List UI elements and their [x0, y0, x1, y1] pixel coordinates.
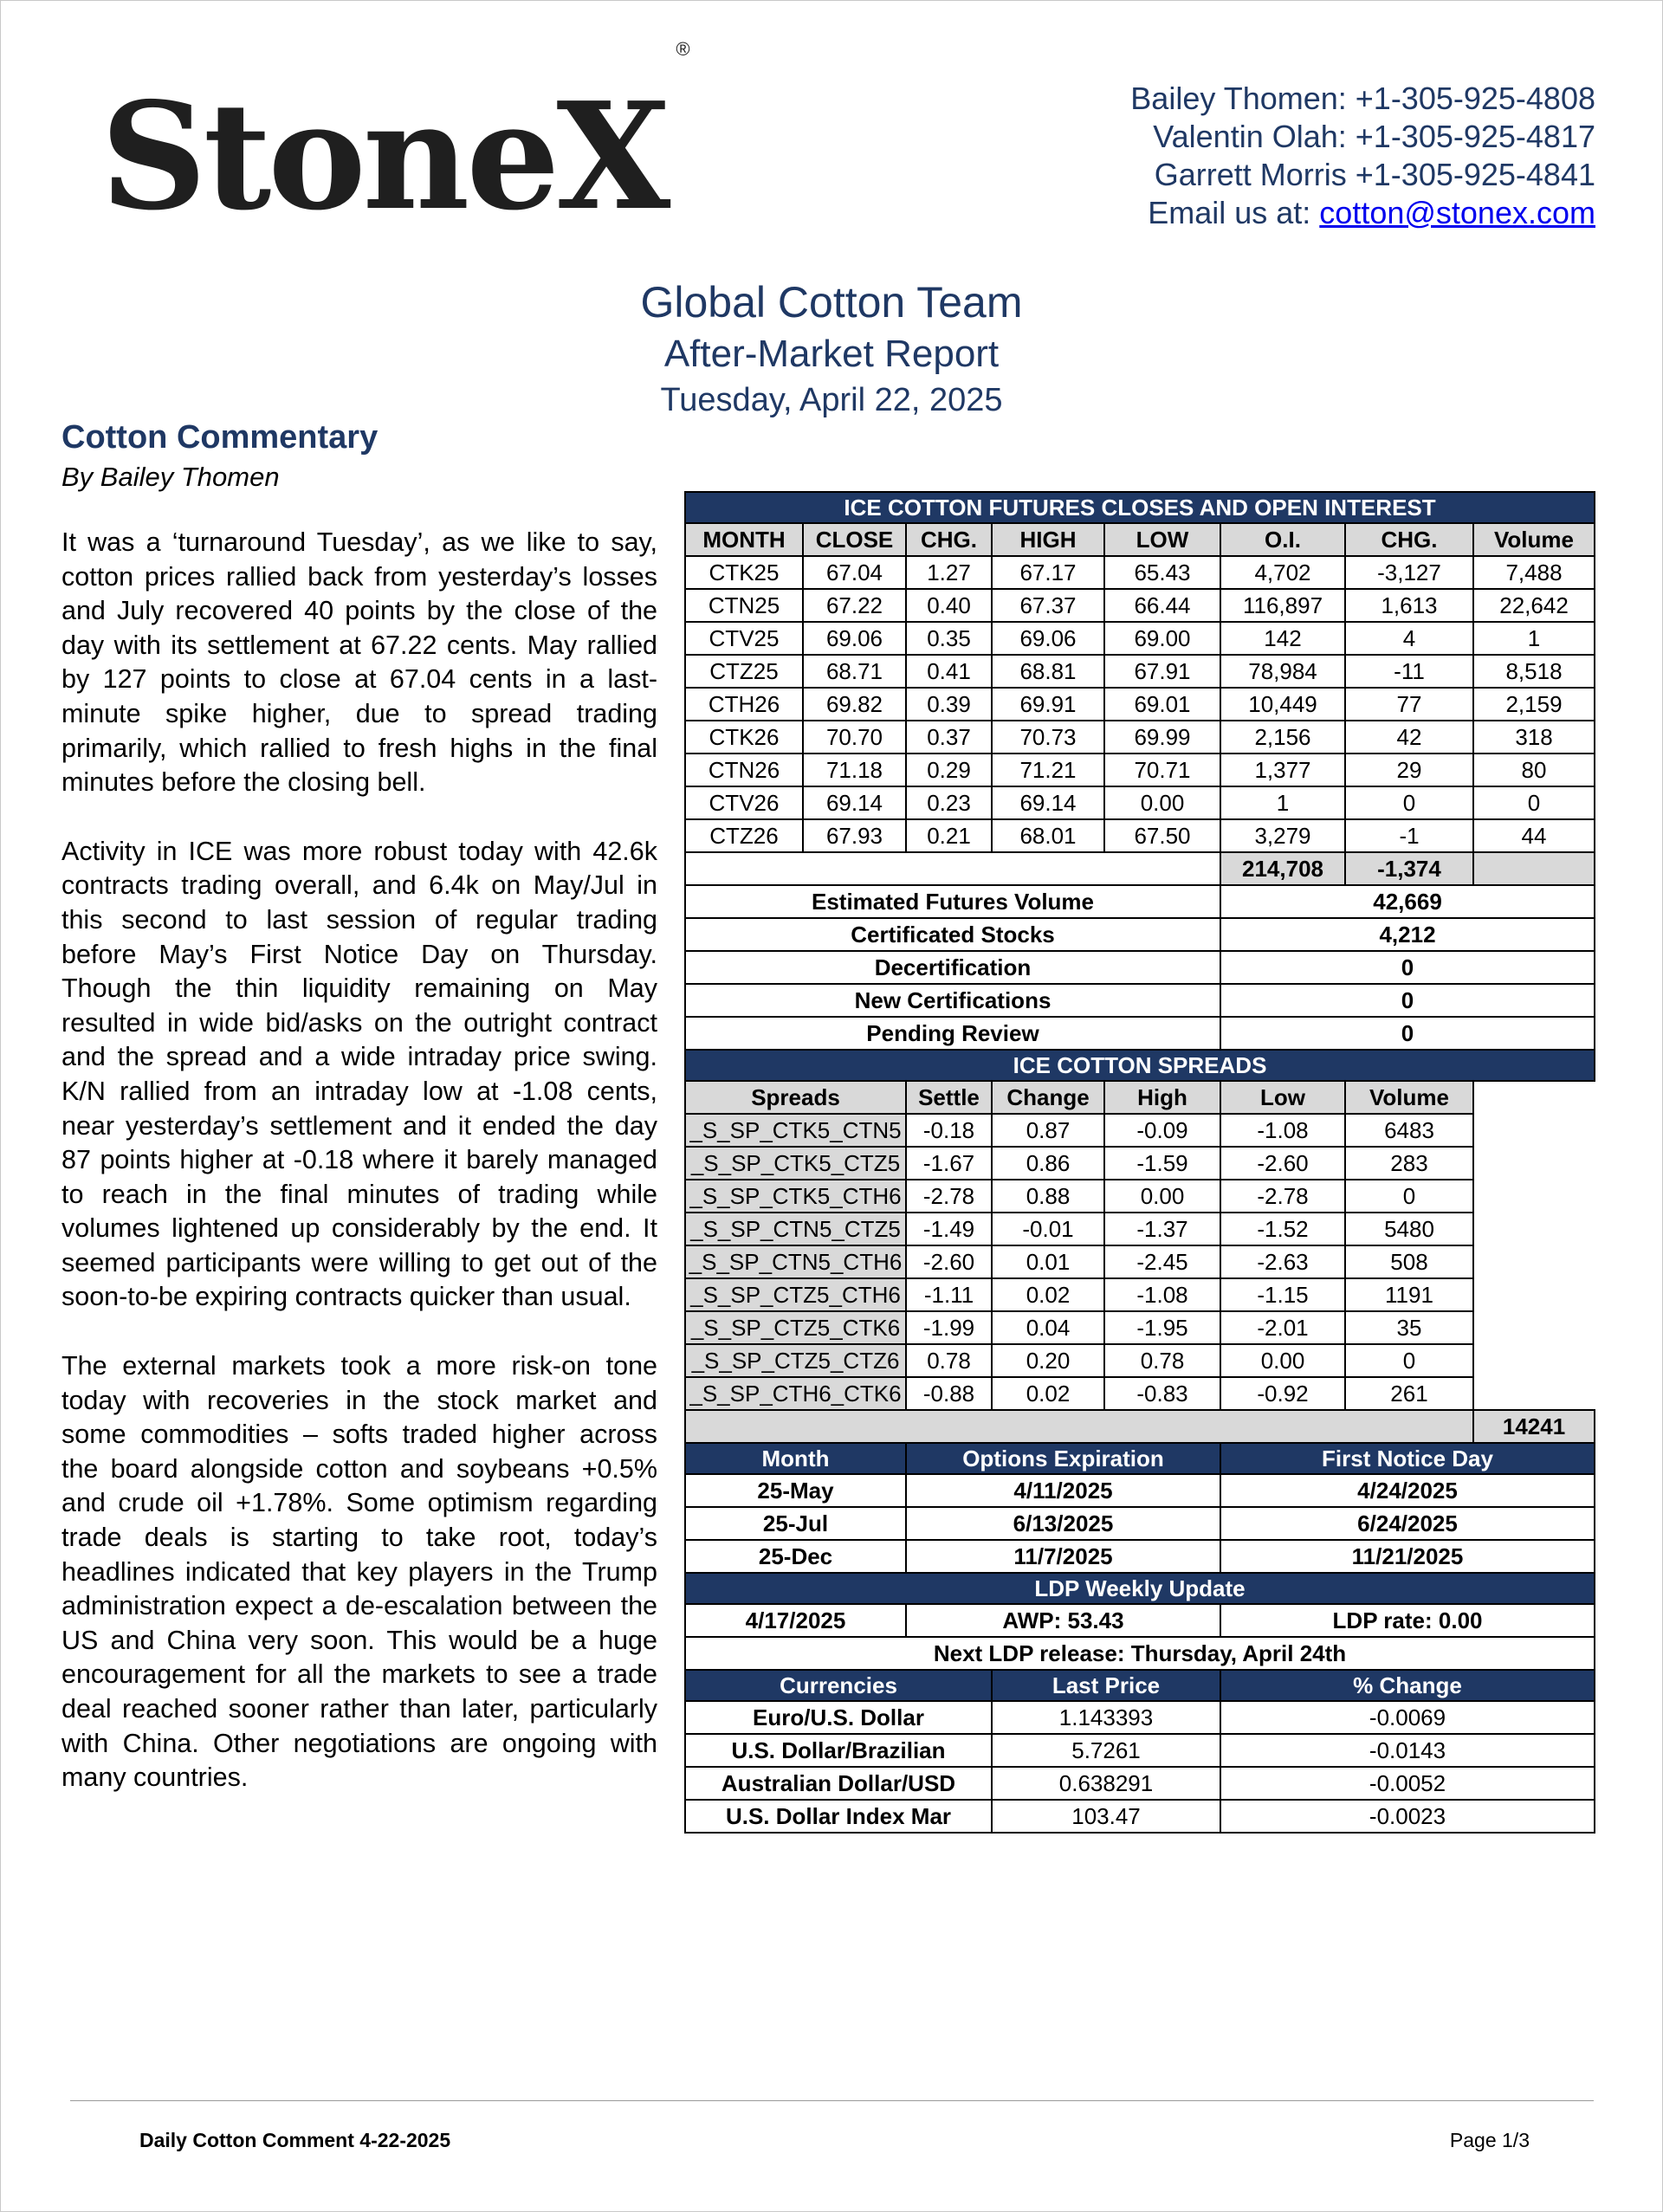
column-header: Change — [992, 1081, 1104, 1114]
contract-month: CTV26 — [685, 786, 803, 819]
spread-cell: -2.78 — [1220, 1180, 1345, 1213]
futures-cell: 0.23 — [906, 786, 992, 819]
futures-row — [685, 688, 1595, 721]
spread-cell: 0.88 — [992, 1180, 1104, 1213]
spread-cell: -1.67 — [906, 1147, 992, 1180]
currency-name: U.S. Dollar/Brazilian — [685, 1734, 992, 1767]
currency-row — [685, 1701, 1595, 1734]
spread-cell: 0.86 — [992, 1147, 1104, 1180]
expiration-cell: 4/24/2025 — [1220, 1474, 1595, 1507]
ldp-rate: LDP rate: 0.00 — [1220, 1604, 1595, 1637]
futures-cell: 68.01 — [992, 819, 1104, 852]
email-line: Email us at: cotton@stonex.com — [1148, 195, 1595, 230]
spread-cell: 5480 — [1345, 1213, 1473, 1245]
currencies-header-row — [685, 1670, 1595, 1701]
spread-name: _S_SP_CTZ5_CTZ6 — [685, 1344, 906, 1377]
futures-cell: 65.43 — [1104, 556, 1220, 589]
paragraph: Activity in ICE was more robust today with 42.6k contracts trading overall, and 6.4k on May/Jul in this second to last session of regular trading before May’s First Notice Day on Thursday. Though the thin liquidity remaining on May resulted in wide bid/asks on the outright contract and the spread and a wide intraday price swing. K/N rallied from an intraday low at -1.08 cents, near yesterday’s settlement and it ended the day 87 points higher at -0.18 where it barely managed to reach in the final minutes of trading while volumes lightened up considerably by the end. It seemed participants were willing to get out of the soon-to-be expiring contracts quicker than usual. — [61, 836, 657, 1312]
column-header: Settle — [906, 1081, 992, 1114]
currency-cell: -0.0023 — [1220, 1800, 1595, 1833]
futures-cell: 69.06 — [803, 622, 906, 655]
spread-cell: 0 — [1345, 1344, 1473, 1377]
contact-line: Garrett Morris +1-305-925-4841 — [1154, 157, 1595, 192]
spread-row — [685, 1147, 1595, 1180]
column-header: First Notice Day — [1220, 1443, 1595, 1474]
spread-cell: -0.18 — [906, 1114, 992, 1147]
column-header: Volume — [1473, 523, 1595, 556]
expiration-cell: 6/13/2025 — [906, 1507, 1220, 1540]
spread-name: _S_SP_CTH6_CTK6 — [685, 1377, 906, 1410]
spread-cell: 0.02 — [992, 1377, 1104, 1410]
column-header: O.I. — [1220, 523, 1345, 556]
futures-cell: 70.71 — [1104, 754, 1220, 786]
currency-cell: 0.638291 — [992, 1767, 1220, 1800]
report-date: Tuesday, April 22, 2025 — [660, 382, 1003, 418]
futures-cell: 69.99 — [1104, 721, 1220, 754]
stat-value: 0 — [1220, 951, 1595, 984]
column-header: % Change — [1220, 1670, 1595, 1701]
spread-cell: -1.08 — [1104, 1278, 1220, 1311]
column-header: Low — [1220, 1081, 1345, 1114]
spread-cell: -1.11 — [906, 1278, 992, 1311]
paragraph: It was a ‘turnaround Tuesday’, as we like to say, cotton prices rallied back from yesterday’s losses and July recovered 40 points by the close of the day with its settlement at 67.22 cents. May rallied by 127 points to close at 67.04 cents in a last-minute spike higher, due to spread trading primarily, which rallied to fresh highs in the final minutes before the closing bell. — [61, 527, 657, 798]
futures-cell: 3,279 — [1220, 819, 1345, 852]
futures-cell: -1 — [1345, 819, 1473, 852]
futures-cell: 67.50 — [1104, 819, 1220, 852]
expiration-cell: 11/7/2025 — [906, 1540, 1220, 1573]
spread-cell: -1.99 — [906, 1311, 992, 1344]
futures-cell: 70.70 — [803, 721, 906, 754]
futures-cell: 116,897 — [1220, 589, 1345, 622]
team-title: Global Cotton Team — [640, 278, 1023, 327]
spread-cell: -1.95 — [1104, 1311, 1220, 1344]
report-header — [0, 275, 1663, 421]
contract-month: CTZ26 — [685, 819, 803, 852]
currency-row — [685, 1800, 1595, 1833]
column-header: HIGH — [992, 523, 1104, 556]
expiration-row — [685, 1474, 1595, 1507]
ldp-date: 4/17/2025 — [685, 1604, 906, 1637]
contact-block — [1130, 80, 1595, 232]
stat-value: 42,669 — [1220, 885, 1595, 918]
paragraph: The external markets took a more risk-on tone today with recoveries in the stock market and some commodities – softs traded higher across the board alongside cotton and soybeans +0.5% and crude oil +1.78%. Some optimism regarding trade deals is starting to take root, today’s headlines indicated that key players in the Trump administration expect a de-escalation between the US and China very soon. This would be a huge encouragement for all the markets to see a trade deal reached sooner rather than later, particularly with China. Other negotiations are ongoing with many countries. — [61, 1351, 657, 1793]
futures-cell: -3,127 — [1345, 556, 1473, 589]
futures-cell: 0.40 — [906, 589, 992, 622]
spread-name: _S_SP_CTK5_CTZ5 — [685, 1147, 906, 1180]
spread-cell: -0.01 — [992, 1213, 1104, 1245]
column-header: Currencies — [685, 1670, 992, 1701]
stat-label: Decertification — [685, 951, 1220, 984]
futures-cell: 69.14 — [803, 786, 906, 819]
futures-cell: 68.71 — [803, 655, 906, 688]
futures-cell: 69.82 — [803, 688, 906, 721]
commentary-title: Cotton Commentary — [61, 419, 379, 456]
futures-cell: 318 — [1473, 721, 1595, 754]
column-header: LOW — [1104, 523, 1220, 556]
futures-cell: 69.91 — [992, 688, 1104, 721]
futures-total-row — [685, 852, 1595, 885]
spread-name: _S_SP_CTZ5_CTK6 — [685, 1311, 906, 1344]
futures-row — [685, 819, 1595, 852]
ldp-awp: AWP: 53.43 — [906, 1604, 1220, 1637]
futures-cell: 67.04 — [803, 556, 906, 589]
futures-cell: 0.35 — [906, 622, 992, 655]
spread-cell: -2.78 — [906, 1180, 992, 1213]
report-title: After-Market Report — [663, 333, 1000, 375]
stat-value: 4,212 — [1220, 918, 1595, 951]
futures-cell: 1.27 — [906, 556, 992, 589]
stat-row — [685, 951, 1595, 984]
currency-name: Australian Dollar/USD — [685, 1767, 992, 1800]
spread-cell: -2.45 — [1104, 1245, 1220, 1278]
futures-cell: 8,518 — [1473, 655, 1595, 688]
spreads-total-volume: 14241 — [1473, 1410, 1595, 1443]
futures-cell: 22,642 — [1473, 589, 1595, 622]
contract-month: CTN25 — [685, 589, 803, 622]
total-oi: 214,708 — [1220, 852, 1345, 885]
futures-cell: 80 — [1473, 754, 1595, 786]
futures-row — [685, 622, 1595, 655]
futures-cell: 10,449 — [1220, 688, 1345, 721]
spread-cell: -1.37 — [1104, 1213, 1220, 1245]
futures-row — [685, 655, 1595, 688]
currency-name: U.S. Dollar Index Mar — [685, 1800, 992, 1833]
contract-month: CTH26 — [685, 688, 803, 721]
futures-cell: 142 — [1220, 622, 1345, 655]
footer-title: Daily Cotton Comment 4-22-2025 — [139, 2129, 451, 2151]
futures-cell: 66.44 — [1104, 589, 1220, 622]
spread-cell: -1.49 — [906, 1213, 992, 1245]
futures-cell: 78,984 — [1220, 655, 1345, 688]
futures-cell: 1 — [1473, 622, 1595, 655]
spread-cell: 0.78 — [906, 1344, 992, 1377]
currency-row — [685, 1734, 1595, 1767]
expiration-cell: 11/21/2025 — [1220, 1540, 1595, 1573]
spread-cell: -1.59 — [1104, 1147, 1220, 1180]
column-header: CHG. — [906, 523, 992, 556]
ldp-next-release: Next LDP release: Thursday, April 24th — [685, 1637, 1595, 1670]
column-header: Options Expiration — [906, 1443, 1220, 1474]
contact-line: Valentin Olah: +1-305-925-4817 — [1153, 119, 1595, 154]
futures-cell: 77 — [1345, 688, 1473, 721]
spread-cell: 1191 — [1345, 1278, 1473, 1311]
spread-name: _S_SP_CTK5_CTH6 — [685, 1180, 906, 1213]
futures-row — [685, 589, 1595, 622]
contract-month: CTN26 — [685, 754, 803, 786]
footer-divider — [70, 2100, 1594, 2101]
currency-cell: -0.0052 — [1220, 1767, 1595, 1800]
spread-row — [685, 1245, 1595, 1278]
expirations-header-row — [685, 1443, 1595, 1474]
spread-cell: 0.87 — [992, 1114, 1104, 1147]
expiration-cell: 6/24/2025 — [1220, 1507, 1595, 1540]
spread-cell: -1.08 — [1220, 1114, 1345, 1147]
contract-month: CTV25 — [685, 622, 803, 655]
expiration-cell: 25-Jul — [685, 1507, 906, 1540]
futures-cell: 1 — [1220, 786, 1345, 819]
futures-cell: 42 — [1345, 721, 1473, 754]
futures-cell: 0.37 — [906, 721, 992, 754]
futures-cell: 1,377 — [1220, 754, 1345, 786]
column-header: CLOSE — [803, 523, 906, 556]
futures-cell: 7,488 — [1473, 556, 1595, 589]
byline: By Bailey Thomen — [61, 462, 280, 492]
futures-cell: 0.00 — [1104, 786, 1220, 819]
contract-month: CTZ25 — [685, 655, 803, 688]
contract-month: CTK26 — [685, 721, 803, 754]
column-header: Spreads — [685, 1081, 906, 1114]
futures-cell: 67.17 — [992, 556, 1104, 589]
currency-cell: -0.0069 — [1220, 1701, 1595, 1734]
futures-cell: 2,156 — [1220, 721, 1345, 754]
futures-cell: 0.29 — [906, 754, 992, 786]
spread-cell: -0.83 — [1104, 1377, 1220, 1410]
expiration-row — [685, 1540, 1595, 1573]
futures-cell: 0.21 — [906, 819, 992, 852]
spread-row — [685, 1377, 1595, 1410]
spread-row — [685, 1114, 1595, 1147]
futures-cell: 0 — [1345, 786, 1473, 819]
futures-cell: 69.01 — [1104, 688, 1220, 721]
futures-cell: 1,613 — [1345, 589, 1473, 622]
spread-cell: 261 — [1345, 1377, 1473, 1410]
futures-row — [685, 721, 1595, 754]
column-header: Last Price — [992, 1670, 1220, 1701]
column-header: Volume — [1345, 1081, 1473, 1114]
spread-cell: 6483 — [1345, 1114, 1473, 1147]
spread-row — [685, 1213, 1595, 1245]
stat-row — [685, 918, 1595, 951]
stat-row — [685, 1017, 1595, 1050]
column-header: CHG. — [1345, 523, 1473, 556]
futures-row — [685, 754, 1595, 786]
market-data-table — [684, 491, 1595, 1834]
spreads-total-row — [685, 1410, 1595, 1443]
page-number: Page 1/3 — [1449, 2129, 1530, 2151]
stat-row — [685, 984, 1595, 1017]
spread-cell: 0.04 — [992, 1311, 1104, 1344]
currency-name: Euro/U.S. Dollar — [685, 1701, 992, 1734]
spread-cell: -0.88 — [906, 1377, 992, 1410]
expiration-cell: 4/11/2025 — [906, 1474, 1220, 1507]
spread-row — [685, 1180, 1595, 1213]
futures-title: ICE COTTON FUTURES CLOSES AND OPEN INTEREST — [685, 492, 1595, 523]
stonex-logo: StoneX® — [100, 38, 687, 243]
column-header: High — [1104, 1081, 1220, 1114]
futures-cell: 71.21 — [992, 754, 1104, 786]
stat-value: 0 — [1220, 984, 1595, 1017]
spread-cell: -2.60 — [906, 1245, 992, 1278]
futures-cell: 69.00 — [1104, 622, 1220, 655]
futures-cell: 67.37 — [992, 589, 1104, 622]
spread-row — [685, 1311, 1595, 1344]
futures-cell: 69.06 — [992, 622, 1104, 655]
spread-row — [685, 1278, 1595, 1311]
spread-cell: 0 — [1345, 1180, 1473, 1213]
spread-name: _S_SP_CTK5_CTN5 — [685, 1114, 906, 1147]
spread-cell: 0.00 — [1220, 1344, 1345, 1377]
spread-cell: 0.00 — [1104, 1180, 1220, 1213]
stat-label: Certificated Stocks — [685, 918, 1220, 951]
total-oi-change: -1,374 — [1345, 852, 1473, 885]
futures-cell: 4 — [1345, 622, 1473, 655]
futures-cell: 69.14 — [992, 786, 1104, 819]
spread-cell: -2.01 — [1220, 1311, 1345, 1344]
ldp-title: LDP Weekly Update — [685, 1573, 1595, 1604]
spread-cell: -1.52 — [1220, 1213, 1345, 1245]
expiration-cell: 25-Dec — [685, 1540, 906, 1573]
spread-cell: -0.92 — [1220, 1377, 1345, 1410]
currency-cell: 103.47 — [992, 1800, 1220, 1833]
futures-cell: 44 — [1473, 819, 1595, 852]
contact-line: Bailey Thomen: +1-305-925-4808 — [1130, 81, 1595, 116]
futures-cell: 29 — [1345, 754, 1473, 786]
commentary-body — [61, 526, 657, 1830]
stat-label: New Certifications — [685, 984, 1220, 1017]
stat-value: 0 — [1220, 1017, 1595, 1050]
futures-cell: 0.41 — [906, 655, 992, 688]
futures-cell: 0.39 — [906, 688, 992, 721]
futures-cell: 2,159 — [1473, 688, 1595, 721]
spread-name: _S_SP_CTN5_CTH6 — [685, 1245, 906, 1278]
spread-cell: 0.78 — [1104, 1344, 1220, 1377]
currency-cell: 1.143393 — [992, 1701, 1220, 1734]
spread-row — [685, 1344, 1595, 1377]
column-header: Month — [685, 1443, 906, 1474]
spread-cell: 508 — [1345, 1245, 1473, 1278]
spread-name: _S_SP_CTN5_CTZ5 — [685, 1213, 906, 1245]
spread-name: _S_SP_CTZ5_CTH6 — [685, 1278, 906, 1311]
column-header: MONTH — [685, 523, 803, 556]
spreads-header-row — [685, 1081, 1595, 1114]
currency-row — [685, 1767, 1595, 1800]
spread-cell: -2.63 — [1220, 1245, 1345, 1278]
spread-cell: 0.01 — [992, 1245, 1104, 1278]
contract-month: CTK25 — [685, 556, 803, 589]
stat-label: Pending Review — [685, 1017, 1220, 1050]
currency-cell: -0.0143 — [1220, 1734, 1595, 1767]
futures-cell: -11 — [1345, 655, 1473, 688]
futures-cell: 70.73 — [992, 721, 1104, 754]
futures-cell: 68.81 — [992, 655, 1104, 688]
spread-cell: 283 — [1345, 1147, 1473, 1180]
spread-cell: -0.09 — [1104, 1114, 1220, 1147]
futures-cell: 4,702 — [1220, 556, 1345, 589]
expiration-row — [685, 1507, 1595, 1540]
spread-cell: -2.60 — [1220, 1147, 1345, 1180]
email-link[interactable]: cotton@stonex.com — [1319, 195, 1595, 230]
expiration-cell: 25-May — [685, 1474, 906, 1507]
futures-cell: 67.22 — [803, 589, 906, 622]
futures-cell: 67.93 — [803, 819, 906, 852]
currency-cell: 5.7261 — [992, 1734, 1220, 1767]
futures-cell: 71.18 — [803, 754, 906, 786]
futures-header-row — [685, 523, 1595, 556]
stat-row — [685, 885, 1595, 918]
futures-cell: 0 — [1473, 786, 1595, 819]
futures-row — [685, 556, 1595, 589]
spread-cell: 35 — [1345, 1311, 1473, 1344]
futures-cell: 67.91 — [1104, 655, 1220, 688]
stat-label: Estimated Futures Volume — [685, 885, 1220, 918]
spread-cell: 0.20 — [992, 1344, 1104, 1377]
spread-cell: 0.02 — [992, 1278, 1104, 1311]
spread-cell: -1.15 — [1220, 1278, 1345, 1311]
ldp-row — [685, 1604, 1595, 1637]
futures-row — [685, 786, 1595, 819]
spreads-title: ICE COTTON SPREADS — [685, 1050, 1595, 1081]
